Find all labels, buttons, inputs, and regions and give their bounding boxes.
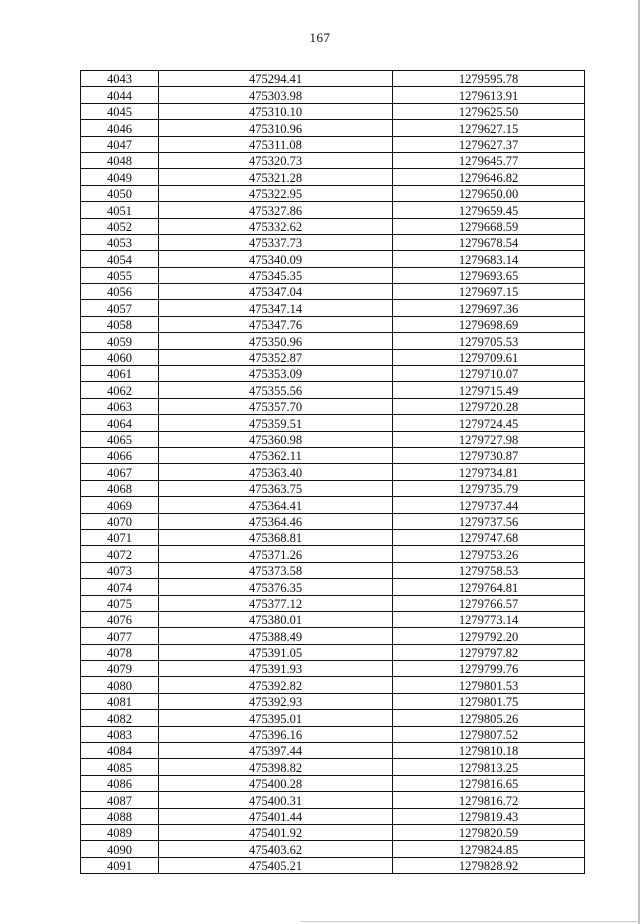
x-coordinate-cell: 475294.41 (159, 71, 393, 87)
y-coordinate-cell: 1279737.56 (393, 513, 585, 529)
x-coordinate-cell: 475340.09 (159, 251, 393, 267)
point-number-cell: 4068 (81, 480, 159, 496)
x-coordinate-cell: 475376.35 (159, 579, 393, 595)
point-number-cell: 4078 (81, 644, 159, 660)
y-coordinate-cell: 1279709.61 (393, 349, 585, 365)
x-coordinate-cell: 475350.96 (159, 333, 393, 349)
point-number-cell: 4084 (81, 743, 159, 759)
x-coordinate-cell: 475353.09 (159, 366, 393, 382)
x-coordinate-cell: 475405.21 (159, 857, 393, 873)
x-coordinate-cell: 475401.44 (159, 808, 393, 824)
point-number-cell: 4087 (81, 792, 159, 808)
point-number-cell: 4081 (81, 693, 159, 709)
table-row (81, 497, 585, 513)
table-row (81, 234, 585, 250)
point-number-cell: 4057 (81, 300, 159, 316)
table-row (81, 87, 585, 103)
point-number-cell: 4075 (81, 595, 159, 611)
table-row (81, 775, 585, 791)
table-row (81, 513, 585, 529)
table-row (81, 300, 585, 316)
x-coordinate-cell: 475362.11 (159, 447, 393, 463)
x-coordinate-cell: 475380.01 (159, 611, 393, 627)
point-number-cell: 4071 (81, 529, 159, 545)
y-coordinate-cell: 1279735.79 (393, 480, 585, 496)
x-coordinate-cell: 475371.26 (159, 546, 393, 562)
table-row (81, 185, 585, 201)
table-row (81, 218, 585, 234)
point-number-cell: 4060 (81, 349, 159, 365)
table-row (81, 595, 585, 611)
point-number-cell: 4053 (81, 234, 159, 250)
table-row (81, 267, 585, 283)
table-row (81, 333, 585, 349)
point-number-cell: 4076 (81, 611, 159, 627)
y-coordinate-cell: 1279720.28 (393, 398, 585, 414)
table-row (81, 349, 585, 365)
x-coordinate-cell: 475310.96 (159, 120, 393, 136)
table-row (81, 841, 585, 857)
y-coordinate-cell: 1279805.26 (393, 710, 585, 726)
x-coordinate-cell: 475395.01 (159, 710, 393, 726)
x-coordinate-cell: 475320.73 (159, 152, 393, 168)
y-coordinate-cell: 1279747.68 (393, 529, 585, 545)
y-coordinate-cell: 1279645.77 (393, 152, 585, 168)
x-coordinate-cell: 475359.51 (159, 415, 393, 431)
point-number-cell: 4086 (81, 775, 159, 791)
x-coordinate-cell: 475392.93 (159, 693, 393, 709)
table-row (81, 316, 585, 332)
x-coordinate-cell: 475392.82 (159, 677, 393, 693)
y-coordinate-cell: 1279807.52 (393, 726, 585, 742)
table-row (81, 628, 585, 644)
table-row (81, 562, 585, 578)
point-number-cell: 4058 (81, 316, 159, 332)
point-number-cell: 4046 (81, 120, 159, 136)
point-number-cell: 4044 (81, 87, 159, 103)
table-row (81, 726, 585, 742)
x-coordinate-cell: 475321.28 (159, 169, 393, 185)
point-number-cell: 4073 (81, 562, 159, 578)
y-coordinate-cell: 1279650.00 (393, 185, 585, 201)
y-coordinate-cell: 1279697.36 (393, 300, 585, 316)
x-coordinate-cell: 475401.92 (159, 824, 393, 840)
point-number-cell: 4054 (81, 251, 159, 267)
point-number-cell: 4049 (81, 169, 159, 185)
y-coordinate-cell: 1279766.57 (393, 595, 585, 611)
x-coordinate-cell: 475373.58 (159, 562, 393, 578)
point-number-cell: 4061 (81, 366, 159, 382)
x-coordinate-cell: 475363.75 (159, 480, 393, 496)
point-number-cell: 4080 (81, 677, 159, 693)
y-coordinate-cell: 1279668.59 (393, 218, 585, 234)
y-coordinate-cell: 1279659.45 (393, 202, 585, 218)
y-coordinate-cell: 1279820.59 (393, 824, 585, 840)
point-number-cell: 4062 (81, 382, 159, 398)
y-coordinate-cell: 1279801.53 (393, 677, 585, 693)
table-row (81, 152, 585, 168)
y-coordinate-cell: 1279730.87 (393, 447, 585, 463)
y-coordinate-cell: 1279727.98 (393, 431, 585, 447)
table-row (81, 431, 585, 447)
y-coordinate-cell: 1279710.07 (393, 366, 585, 382)
x-coordinate-cell: 475391.05 (159, 644, 393, 660)
x-coordinate-cell: 475397.44 (159, 743, 393, 759)
x-coordinate-cell: 475396.16 (159, 726, 393, 742)
y-coordinate-cell: 1279753.26 (393, 546, 585, 562)
x-coordinate-cell: 475400.31 (159, 792, 393, 808)
point-number-cell: 4055 (81, 267, 159, 283)
point-number-cell: 4059 (81, 333, 159, 349)
y-coordinate-cell: 1279715.49 (393, 382, 585, 398)
y-coordinate-cell: 1279758.53 (393, 562, 585, 578)
point-number-cell: 4082 (81, 710, 159, 726)
table-row (81, 447, 585, 463)
table-row (81, 611, 585, 627)
table-row (81, 382, 585, 398)
x-coordinate-cell: 475332.62 (159, 218, 393, 234)
y-coordinate-cell: 1279678.54 (393, 234, 585, 250)
y-coordinate-cell: 1279801.75 (393, 693, 585, 709)
coordinates-table-body (81, 71, 585, 874)
table-row (81, 710, 585, 726)
y-coordinate-cell: 1279773.14 (393, 611, 585, 627)
page-number: 167 (309, 30, 331, 45)
x-coordinate-cell: 475400.28 (159, 775, 393, 791)
y-coordinate-cell: 1279813.25 (393, 759, 585, 775)
y-coordinate-cell: 1279824.85 (393, 841, 585, 857)
point-number-cell: 4045 (81, 103, 159, 119)
point-number-cell: 4072 (81, 546, 159, 562)
point-number-cell: 4074 (81, 579, 159, 595)
point-number-cell: 4079 (81, 661, 159, 677)
y-coordinate-cell: 1279693.65 (393, 267, 585, 283)
x-coordinate-cell: 475360.98 (159, 431, 393, 447)
y-coordinate-cell: 1279627.37 (393, 136, 585, 152)
y-coordinate-cell: 1279737.44 (393, 497, 585, 513)
point-number-cell: 4085 (81, 759, 159, 775)
y-coordinate-cell: 1279646.82 (393, 169, 585, 185)
table-row (81, 579, 585, 595)
table-row (81, 661, 585, 677)
x-coordinate-cell: 475357.70 (159, 398, 393, 414)
y-coordinate-cell: 1279810.18 (393, 743, 585, 759)
y-coordinate-cell: 1279819.43 (393, 808, 585, 824)
point-number-cell: 4056 (81, 284, 159, 300)
x-coordinate-cell: 475364.46 (159, 513, 393, 529)
point-number-cell: 4047 (81, 136, 159, 152)
table-row (81, 136, 585, 152)
point-number-cell: 4051 (81, 202, 159, 218)
y-coordinate-cell: 1279816.72 (393, 792, 585, 808)
table-row (81, 824, 585, 840)
x-coordinate-cell: 475310.10 (159, 103, 393, 119)
y-coordinate-cell: 1279724.45 (393, 415, 585, 431)
y-coordinate-cell: 1279683.14 (393, 251, 585, 267)
x-coordinate-cell: 475311.08 (159, 136, 393, 152)
table-row (81, 366, 585, 382)
y-coordinate-cell: 1279828.92 (393, 857, 585, 873)
point-number-cell: 4070 (81, 513, 159, 529)
x-coordinate-cell: 475322.95 (159, 185, 393, 201)
table-row (81, 398, 585, 414)
table-row (81, 546, 585, 562)
table-row (81, 808, 585, 824)
x-coordinate-cell: 475398.82 (159, 759, 393, 775)
point-number-cell: 4050 (81, 185, 159, 201)
x-coordinate-cell: 475347.76 (159, 316, 393, 332)
x-coordinate-cell: 475327.86 (159, 202, 393, 218)
table-row (81, 415, 585, 431)
x-coordinate-cell: 475347.14 (159, 300, 393, 316)
y-coordinate-cell: 1279698.69 (393, 316, 585, 332)
x-coordinate-cell: 475364.41 (159, 497, 393, 513)
point-number-cell: 4043 (81, 71, 159, 87)
x-coordinate-cell: 475363.40 (159, 464, 393, 480)
x-coordinate-cell: 475337.73 (159, 234, 393, 250)
point-number-cell: 4088 (81, 808, 159, 824)
point-number-cell: 4066 (81, 447, 159, 463)
y-coordinate-cell: 1279613.91 (393, 87, 585, 103)
x-coordinate-cell: 475352.87 (159, 349, 393, 365)
y-coordinate-cell: 1279697.15 (393, 284, 585, 300)
point-number-cell: 4067 (81, 464, 159, 480)
table-row (81, 759, 585, 775)
table-row (81, 71, 585, 87)
x-coordinate-cell: 475391.93 (159, 661, 393, 677)
x-coordinate-cell: 475368.81 (159, 529, 393, 545)
point-number-cell: 4077 (81, 628, 159, 644)
x-coordinate-cell: 475347.04 (159, 284, 393, 300)
table-row (81, 480, 585, 496)
point-number-cell: 4063 (81, 398, 159, 414)
table-row (81, 202, 585, 218)
y-coordinate-cell: 1279816.65 (393, 775, 585, 791)
x-coordinate-cell: 475403.62 (159, 841, 393, 857)
scan-bottom-line (300, 921, 640, 922)
point-number-cell: 4064 (81, 415, 159, 431)
y-coordinate-cell: 1279792.20 (393, 628, 585, 644)
point-number-cell: 4090 (81, 841, 159, 857)
table-row (81, 677, 585, 693)
coordinates-table (80, 70, 585, 874)
x-coordinate-cell: 475388.49 (159, 628, 393, 644)
table-row (81, 103, 585, 119)
y-coordinate-cell: 1279627.15 (393, 120, 585, 136)
table-row (81, 169, 585, 185)
table-row (81, 792, 585, 808)
x-coordinate-cell: 475345.35 (159, 267, 393, 283)
point-number-cell: 4065 (81, 431, 159, 447)
y-coordinate-cell: 1279705.53 (393, 333, 585, 349)
y-coordinate-cell: 1279625.50 (393, 103, 585, 119)
table-row (81, 464, 585, 480)
table-row (81, 251, 585, 267)
point-number-cell: 4089 (81, 824, 159, 840)
point-number-cell: 4069 (81, 497, 159, 513)
table-row (81, 644, 585, 660)
table-row (81, 857, 585, 873)
point-number-cell: 4091 (81, 857, 159, 873)
point-number-cell: 4083 (81, 726, 159, 742)
table-row (81, 284, 585, 300)
y-coordinate-cell: 1279764.81 (393, 579, 585, 595)
table-row (81, 693, 585, 709)
x-coordinate-cell: 475303.98 (159, 87, 393, 103)
y-coordinate-cell: 1279734.81 (393, 464, 585, 480)
x-coordinate-cell: 475355.56 (159, 382, 393, 398)
table-row (81, 743, 585, 759)
point-number-cell: 4052 (81, 218, 159, 234)
table-row (81, 120, 585, 136)
x-coordinate-cell: 475377.12 (159, 595, 393, 611)
table-row (81, 529, 585, 545)
point-number-cell: 4048 (81, 152, 159, 168)
y-coordinate-cell: 1279797.82 (393, 644, 585, 660)
y-coordinate-cell: 1279799.76 (393, 661, 585, 677)
y-coordinate-cell: 1279595.78 (393, 71, 585, 87)
